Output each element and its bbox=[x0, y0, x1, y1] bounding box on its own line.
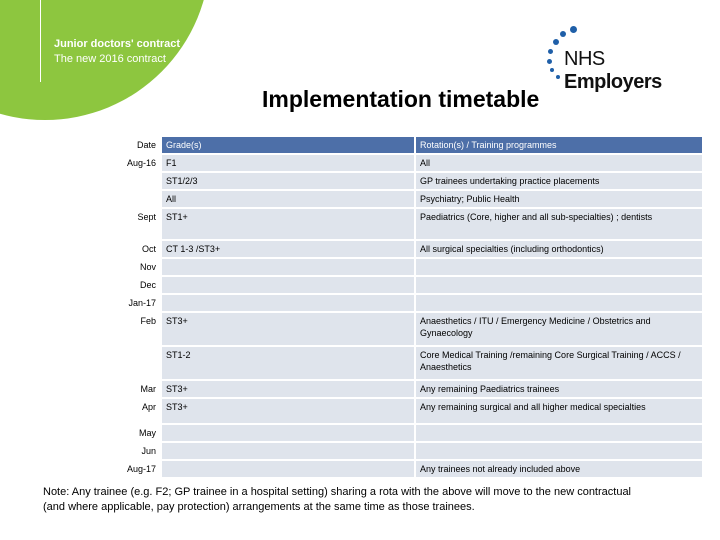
logo-dot bbox=[550, 68, 554, 72]
row-date: Dec bbox=[120, 276, 161, 294]
row-rotation: Any remaining surgical and all higher medical specialties bbox=[415, 398, 702, 424]
row-rotation bbox=[415, 294, 702, 312]
row-grade: ST3+ bbox=[161, 398, 415, 424]
row-date: Aug-17 bbox=[120, 460, 161, 478]
contract-subtitle: The new 2016 contract bbox=[54, 53, 166, 65]
logo-dot bbox=[548, 49, 553, 54]
row-grade: All bbox=[161, 190, 415, 208]
table-row bbox=[120, 424, 702, 442]
page-title: Implementation timetable bbox=[262, 86, 540, 112]
row-date: Mar bbox=[120, 380, 161, 398]
row-grade bbox=[161, 424, 415, 442]
header-grade: Grade(s) bbox=[161, 137, 415, 154]
row-date: Oct bbox=[120, 240, 161, 258]
row-grade bbox=[161, 460, 415, 478]
logo-dot bbox=[570, 26, 577, 33]
row-rotation bbox=[415, 442, 702, 460]
row-date bbox=[120, 346, 161, 380]
logo-dot bbox=[553, 39, 559, 45]
nhs-employers-logo bbox=[544, 20, 704, 93]
row-rotation: GP trainees undertaking practice placements bbox=[415, 172, 702, 190]
row-date: Feb bbox=[120, 312, 161, 346]
header-date: Date bbox=[120, 137, 161, 154]
table-row bbox=[120, 346, 702, 380]
row-date: Aug-16 bbox=[120, 154, 161, 172]
table-row bbox=[120, 258, 702, 276]
contract-title: Junior doctors' contract bbox=[54, 38, 181, 50]
row-grade bbox=[161, 294, 415, 312]
row-grade: ST1+ bbox=[161, 208, 415, 240]
row-rotation: Anaesthetics / ITU / Emergency Medicine / Obstetrics and Gynaecology bbox=[415, 312, 702, 346]
row-grade bbox=[161, 442, 415, 460]
row-rotation bbox=[415, 258, 702, 276]
logo-suffix: Employers bbox=[564, 71, 662, 93]
table-row bbox=[120, 208, 702, 240]
table-row bbox=[120, 460, 702, 478]
table-row bbox=[120, 154, 702, 172]
row-date: May bbox=[120, 424, 161, 442]
table-row bbox=[120, 276, 702, 294]
row-grade: ST3+ bbox=[161, 312, 415, 346]
row-rotation bbox=[415, 424, 702, 442]
row-grade bbox=[161, 276, 415, 294]
row-rotation: Paediatrics (Core, higher and all sub-specialties) ; dentists bbox=[415, 208, 702, 240]
logo-dot bbox=[556, 75, 560, 79]
table-row bbox=[120, 442, 702, 460]
table-row bbox=[120, 190, 702, 208]
table-row bbox=[120, 312, 702, 346]
row-rotation bbox=[415, 276, 702, 294]
row-grade bbox=[161, 258, 415, 276]
row-grade: ST1/2/3 bbox=[161, 172, 415, 190]
table-row bbox=[120, 240, 702, 258]
row-date: Jan-17 bbox=[120, 294, 161, 312]
footnote: Note: Any trainee (e.g. F2; GP trainee in a hospital setting) sharing a rota with the above will move to the new contractual (and where applicable, pay protection) arrangements at the same time as those trainees. bbox=[43, 486, 632, 513]
logo-text bbox=[564, 48, 704, 94]
row-rotation: Core Medical Training /remaining Core Surgical Training / ACCS / Anaesthetics bbox=[415, 346, 702, 380]
row-grade: F1 bbox=[161, 154, 415, 172]
row-date: Nov bbox=[120, 258, 161, 276]
table-row bbox=[120, 294, 702, 312]
row-date bbox=[120, 172, 161, 190]
row-rotation: Psychiatry; Public Health bbox=[415, 190, 702, 208]
header-rotation: Rotation(s) / Training programmes bbox=[415, 137, 702, 154]
row-rotation: All surgical specialties (including orthodontics) bbox=[415, 240, 702, 258]
row-date: Apr bbox=[120, 398, 161, 424]
row-grade: ST1-2 bbox=[161, 346, 415, 380]
row-grade: CT 1-3 /ST3+ bbox=[161, 240, 415, 258]
row-date bbox=[120, 190, 161, 208]
table-row bbox=[120, 380, 702, 398]
row-rotation: All bbox=[415, 154, 702, 172]
logo-dot bbox=[547, 59, 552, 64]
row-date: Jun bbox=[120, 442, 161, 460]
row-rotation: Any trainees not already included above bbox=[415, 460, 702, 478]
row-rotation: Any remaining Paediatrics trainees bbox=[415, 380, 702, 398]
row-grade: ST3+ bbox=[161, 380, 415, 398]
timetable bbox=[120, 137, 702, 479]
row-date: Sept bbox=[120, 208, 161, 240]
logo-prefix: NHS bbox=[564, 48, 605, 70]
corner-divider bbox=[40, 0, 41, 82]
table-row bbox=[120, 398, 702, 424]
table-row bbox=[120, 172, 702, 190]
table-header-row bbox=[120, 137, 702, 154]
logo-dot bbox=[560, 31, 566, 37]
